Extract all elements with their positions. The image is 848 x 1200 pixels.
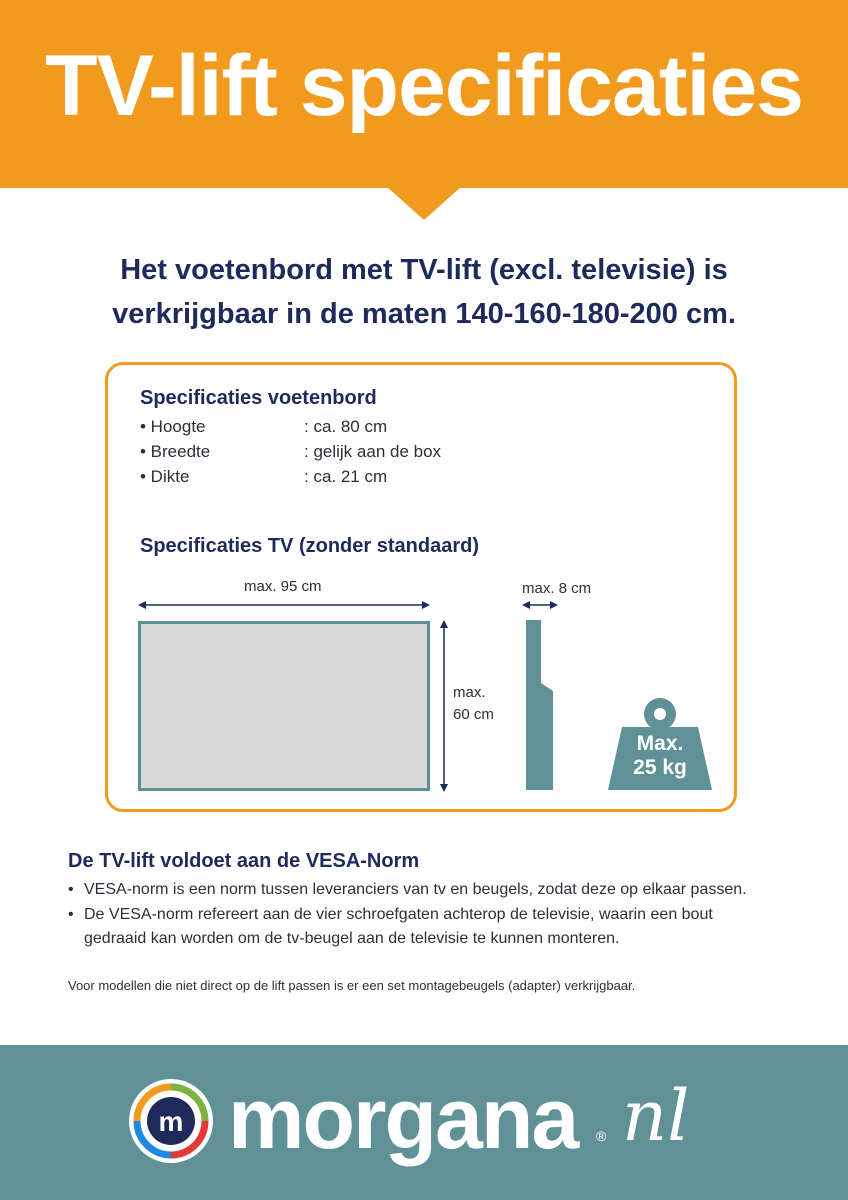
- bullet: •: [68, 881, 74, 898]
- morgana-logo-text: morgana: [228, 1071, 578, 1167]
- spec-value: : ca. 80 cm: [304, 417, 388, 436]
- registered-mark: ®: [596, 1128, 607, 1144]
- weight-handle-hole: [654, 708, 666, 720]
- tv-spec-title: Specificaties TV (zonder standaard): [140, 535, 479, 557]
- page-title: TV-lift specificaties: [44, 38, 804, 134]
- vesa-item-text: De VESA-norm refereert aan de vier schroefgaten achterop de televisie, waarin een bout gedraaid kan worden om de tv-beugel aan de televisie te kunnen monteren.: [84, 906, 713, 947]
- weight-label-line-1: Max.: [636, 732, 684, 755]
- tv-width-label: max. 95 cm: [244, 578, 322, 595]
- depth-arrow-head-right: [550, 601, 558, 609]
- tv-screen-rect: [138, 621, 430, 791]
- morgana-logo-mark: [128, 1078, 214, 1164]
- spec-label: • Hoogte: [140, 417, 206, 436]
- tv-depth-label: max. 8 cm: [522, 580, 592, 597]
- height-arrow-head-top: [440, 620, 448, 628]
- vesa-title: De TV-lift voldoet aan de VESA-Norm: [68, 850, 420, 872]
- vesa-item-text: VESA-norm is een norm tussen leveranciers van tv en beugels, zodat deze op elkaar passen.: [84, 881, 747, 898]
- subtitle-line-1: Het voetenbord met TV-lift (excl. televisie) is: [120, 254, 728, 286]
- logo-mark-letter: m: [158, 1106, 184, 1137]
- vesa-item-2: [68, 903, 788, 951]
- tv-side-profile: [526, 620, 553, 790]
- spec-label: • Dikte: [140, 467, 190, 486]
- nl-suffix: nl: [622, 1075, 690, 1157]
- weight-label-line-2: 25 kg: [633, 756, 687, 779]
- bullet: •: [68, 906, 74, 923]
- spec-value: : ca. 21 cm: [304, 467, 388, 486]
- vesa-item-1: [68, 878, 788, 902]
- footnote: Voor modellen die niet direct op de lift passen is er een set montagebeugels (adapter) verkrijgbaar.: [68, 978, 636, 993]
- subtitle-line-2: verkrijgbaar in de maten 140-160-180-200 cm.: [112, 298, 736, 330]
- voetenbord-title: Specificaties voetenbord: [140, 387, 377, 409]
- width-arrow-head-left: [138, 601, 146, 609]
- width-arrow-head-right: [422, 601, 430, 609]
- spec-label: • Breedte: [140, 442, 211, 461]
- tv-height-label-2: 60 cm: [453, 706, 494, 723]
- height-arrow-head-bottom: [440, 784, 448, 792]
- weight-label: [612, 732, 708, 780]
- spec-value: : gelijk aan de box: [304, 442, 442, 461]
- depth-arrow-head-left: [522, 601, 530, 609]
- tv-height-label-1: max.: [453, 684, 486, 701]
